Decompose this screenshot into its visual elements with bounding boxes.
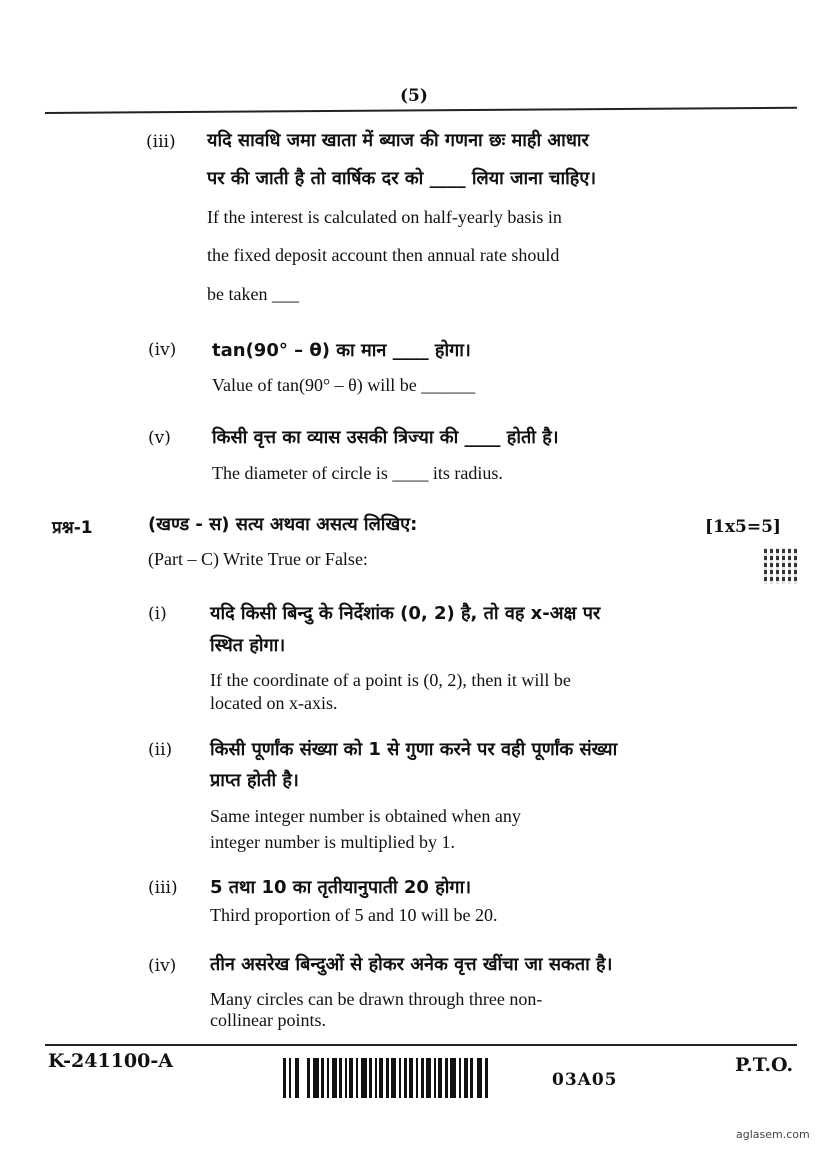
item-text-english: collinear points. <box>210 1010 326 1030</box>
item-text-hindi: किसी वृत्त का व्यास उसकी त्रिज्या की ____ होती है। <box>212 427 559 448</box>
item-text-english: Same integer number is obtained when any <box>210 806 521 826</box>
item-text-english: The diameter of circle is ____ its radius. <box>212 463 503 483</box>
item-text-english: be taken ___ <box>207 284 299 304</box>
item-text-english: located on x-axis. <box>210 693 338 713</box>
barcode-number: 03A05 <box>552 1070 618 1090</box>
item-number: (ii) <box>148 740 173 760</box>
item-text-hindi: स्थित होगा। <box>210 635 286 656</box>
item-text-english: Value of tan(90° – θ) will be ______ <box>212 375 476 395</box>
section-title-hindi: (खण्ड - स) सत्य अथवा असत्य लिखिए: <box>148 514 418 535</box>
question-label: प्रश्न-1 <box>52 518 93 538</box>
item-text-hindi: पर की जाती है तो वार्षिक दर को ____ लिया जाना चाहिए। <box>207 168 597 189</box>
item-text-hindi: तीन असरेख बिन्दुओं से होकर अनेक वृत्त खींचा जा सकता है। <box>210 954 613 975</box>
qr-code-icon <box>764 548 800 584</box>
item-text-hindi: tan(90° – θ) का मान ____ होगा। <box>212 340 471 361</box>
section-title-english: (Part – C) Write True or False: <box>148 549 368 569</box>
footer-rule <box>45 1044 797 1046</box>
item-text-english: Many circles can be drawn through three non- <box>210 989 543 1009</box>
watermark: aglasem.com <box>736 1128 810 1141</box>
item-number: (iv) <box>148 956 177 976</box>
marks-badge: [1x5=5] <box>705 517 781 537</box>
item-text-hindi: 5 तथा 10 का तृतीयानुपाती 20 होगा। <box>210 877 472 898</box>
item-number: (iv) <box>148 340 177 360</box>
item-text-english: the fixed deposit account then annual rate should <box>207 245 560 265</box>
item-text-hindi: यदि सावधि जमा खाता में ब्याज की गणना छः माही आधार <box>207 130 589 151</box>
pto-label: P.T.O. <box>735 1054 794 1076</box>
item-text-english: Third proportion of 5 and 10 will be 20. <box>210 905 498 925</box>
barcode-icon <box>283 1058 515 1098</box>
item-text-english: integer number is multiplied by 1. <box>210 832 455 852</box>
item-text-hindi: यदि किसी बिन्दु के निर्देशांक (0, 2) है, तो वह x-अक्ष पर <box>210 603 601 624</box>
item-text-english: If the coordinate of a point is (0, 2), then it will be <box>210 670 571 690</box>
page-number: (5) <box>400 86 428 106</box>
item-text-hindi: प्राप्त होती है। <box>210 770 299 791</box>
item-text-english: If the interest is calculated on half-yearly basis in <box>207 207 562 227</box>
item-number: (v) <box>148 428 171 448</box>
item-text-hindi: किसी पूर्णांक संख्या को 1 से गुणा करने पर वही पूर्णांक संख्या <box>210 739 618 760</box>
paper-code: K-241100-A <box>48 1050 173 1072</box>
item-number: (i) <box>148 604 167 624</box>
header-rule <box>45 107 797 114</box>
item-number: (iii) <box>148 878 178 898</box>
item-number: (iii) <box>146 132 176 152</box>
